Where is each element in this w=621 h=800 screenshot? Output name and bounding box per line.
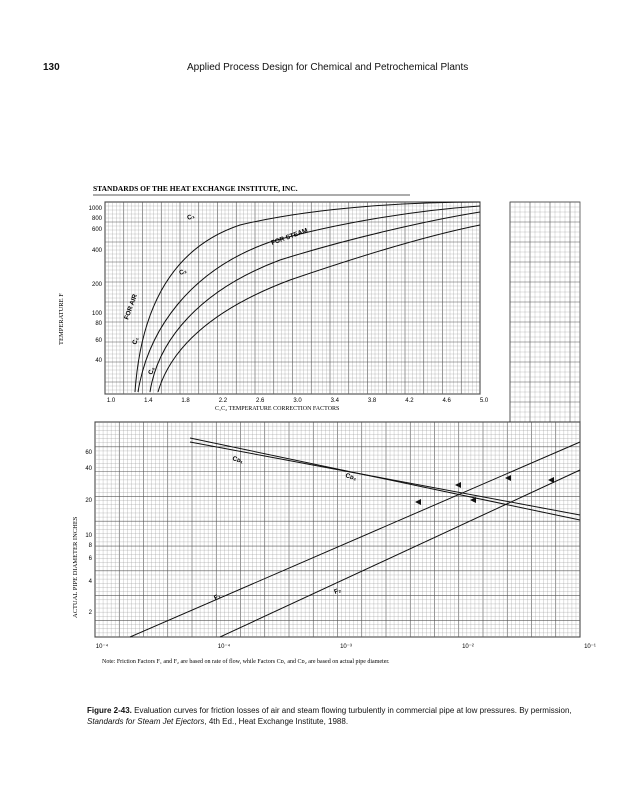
top-chart <box>58 202 489 412</box>
top-xlabel: C₁C₂ TEMPERATURE CORRECTION FACTORS <box>215 406 340 412</box>
bottom-chart-grid <box>95 422 580 637</box>
bottom-y-tick-label: 20 <box>85 498 92 504</box>
top-y-tick-label: 800 <box>91 216 102 222</box>
top-y-tick-label: 400 <box>91 248 102 254</box>
top-y-tick-label: 100 <box>91 311 102 317</box>
right-grid-strip <box>510 202 580 422</box>
top-x-tick-label: 3.8 <box>367 398 377 404</box>
bottom-y-tick-label: 8 <box>88 543 92 549</box>
bottom-y-tick-label: 6 <box>88 556 92 562</box>
bottom-y-tick-label: 10 <box>85 533 92 539</box>
bottom-curve-label: F₂ <box>333 586 343 596</box>
top-y-tick-label: 60 <box>95 338 102 344</box>
top-curve-label: FOR AIR <box>123 293 139 321</box>
page-header <box>0 62 621 78</box>
top-x-tick-label: 4.2 <box>405 398 414 404</box>
caption-source: Standards for Steam Jet Ejectors <box>87 717 205 726</box>
bottom-x-tick-label: 10⁻⁴ <box>217 644 231 650</box>
bottom-curve-label: Cᴅ₂ <box>344 472 358 483</box>
top-y-tick-label: 80 <box>95 321 102 327</box>
running-title: Applied Process Design for Chemical and Petrochemical Plants <box>187 62 469 73</box>
top-y-ticks <box>89 206 103 364</box>
top-chart-grid <box>105 202 480 394</box>
bottom-x-ticks <box>96 643 596 650</box>
top-x-tick-label: 4.6 <box>442 398 451 404</box>
figure-note: Note: Friction Factors F₁ and F₂ are based on rate of flow, while Factors Cᴅ₁ and Cᴅ₂ are based on actual pipe diameter. <box>102 659 390 665</box>
top-y-tick-label: 600 <box>91 227 102 233</box>
bottom-y-tick-label: 2 <box>88 610 92 616</box>
bottom-chart <box>72 422 596 650</box>
figure-2-43 <box>40 180 600 680</box>
top-y-tick-label: 1000 <box>88 206 102 212</box>
top-curve-label: C₂ <box>147 366 157 376</box>
bottom-y-tick-label: 4 <box>88 579 92 585</box>
top-x-tick-label: 1.4 <box>144 398 153 404</box>
bottom-x-tick-label: 10⁻³ <box>340 644 352 650</box>
bottom-curve-label: Cᴅ₁ <box>231 455 245 466</box>
bottom-y-ticks <box>85 450 92 616</box>
top-x-tick-label: 1.8 <box>181 398 190 404</box>
bottom-x-tick-label: 10⁻¹ <box>584 644 596 650</box>
bottom-y-tick-label: 40 <box>85 466 92 472</box>
bottom-x-tick-label: 10⁻² <box>462 644 474 650</box>
figure-svg <box>40 180 600 680</box>
top-x-tick-label: 2.2 <box>218 398 228 404</box>
top-x-tick-label: 2.6 <box>256 398 265 404</box>
top-curve-label: C₁ <box>186 212 196 222</box>
bottom-ylabel: ACTUAL PIPE DIAMETER INCHES <box>72 516 79 618</box>
caption-label: Figure 2-43. <box>87 706 132 715</box>
top-x-tick-label: 1.0 <box>106 398 116 404</box>
bottom-y-tick-label: 60 <box>85 450 92 456</box>
top-y-tick-label: 40 <box>95 358 102 364</box>
bottom-x-tick-label: 10⁻⁴ <box>95 644 109 650</box>
figure-caption <box>87 705 587 727</box>
bottom-curve-label: F₁ <box>212 592 222 602</box>
figure-source-line: STANDARDS OF THE HEAT EXCHANGE INSTITUTE, INC. <box>93 184 298 193</box>
top-x-ticks <box>107 398 489 404</box>
top-curve-label: FOR STEAM <box>270 227 309 247</box>
top-x-tick-label: 5.0 <box>479 398 489 404</box>
top-ylabel: TEMPERATURE F <box>58 293 65 345</box>
caption-text: Evaluation curves for friction losses of air and steam flowing turbulently in commercial pipe at low pressures. By permission, <box>131 706 572 715</box>
top-curve-label: C₂ <box>178 267 188 277</box>
caption-source-tail: , 4th Ed., Heat Exchange Institute, 1988. <box>204 717 349 726</box>
top-y-tick-label: 200 <box>91 282 102 288</box>
page-number: 130 <box>43 62 60 73</box>
top-x-tick-label: 3.0 <box>293 398 302 404</box>
top-x-tick-label: 3.4 <box>330 398 339 404</box>
top-curve-label: C₁ <box>131 336 141 346</box>
